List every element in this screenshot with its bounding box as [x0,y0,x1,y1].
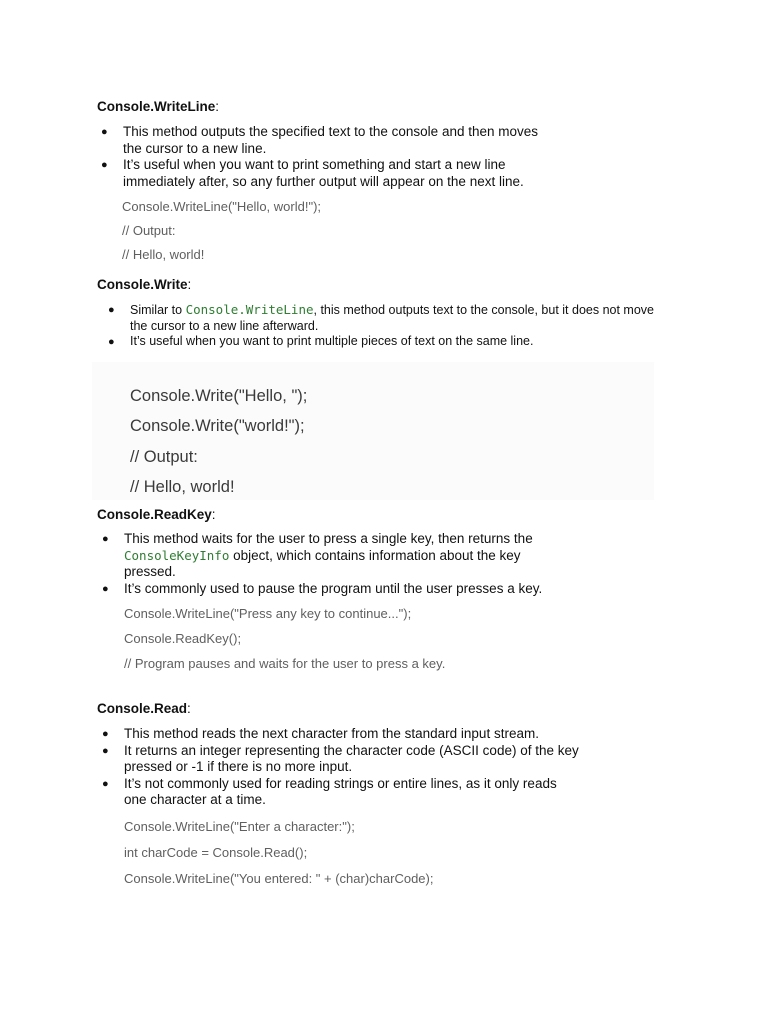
code-line: // Hello, world! [130,478,235,496]
inline-code: ConsoleKeyInfo [124,547,230,563]
section-title: Console.ReadKey [97,507,212,522]
bullet-text: It’s not commonly used for reading strings or entire lines, as it only reads one character at a time. [124,775,557,807]
bullet-text: This method reads the next character from the standard input stream. [124,726,539,741]
section-heading [97,99,219,115]
code-line: // Output: [130,448,198,466]
heading-colon: : [187,277,192,292]
inline-code: Console.WriteLine [185,302,314,317]
bullet-list [106,302,654,350]
bullet-text: Similar to [130,303,186,317]
list-item [99,157,559,190]
code-line: int charCode = Console.Read(); [124,845,308,860]
code-line: // Program pauses and waits for the user to press a key. [124,656,446,671]
bullet-text: This method waits for the user to press a single key, then returns the [124,531,533,546]
section-heading [97,507,216,523]
heading-colon: : [187,701,191,716]
bullet-dot: ● [102,777,109,790]
bullet-dot: ● [102,728,109,740]
bullet-dot: ● [101,126,108,138]
list-item [100,743,580,776]
section-title: Console.Write [97,277,188,292]
bullet-dot: ● [102,533,109,545]
bullet-text: It’s commonly used to pause the program until the user presses a key. [124,580,543,596]
code-line: // Output: [122,223,176,238]
list-item [100,726,580,743]
code-line: Console.Write("world!"); [130,417,305,435]
bullet-dot: ● [102,744,109,757]
bullet-list [100,531,570,597]
section-heading [97,701,191,717]
list-item [99,124,559,157]
bullet-dot: ● [102,582,109,595]
bullet-text: It returns an integer representing the character code (ASCII code) of the key pressed or -1 if there is no more input. [124,742,579,774]
code-line: Console.WriteLine("Press any key to continue..."); [124,606,412,621]
bullet-dot: ● [108,336,115,348]
bullet-dot: ● [108,304,115,316]
bullet-text: It’s useful when you want to print multiple pieces of text on the same line. [130,334,534,348]
code-line: Console.Write("Hello, "); [130,387,308,405]
code-line: Console.ReadKey(); [124,631,242,646]
code-line: // Hello, world! [122,247,205,262]
section-title: Console.WriteLine [97,99,216,114]
list-item [100,531,570,581]
list-item [106,302,654,334]
bullet-dot: ● [101,159,108,171]
section-heading [97,277,191,293]
bullet-text: object, which contains information about the key pressed. [124,547,521,579]
bullet-text: , this method outputs text to the console, but it does not move the cursor to a new line afterward. [130,303,654,333]
section-title: Console.Read [97,701,188,716]
code-line: Console.WriteLine("Hello, world!"); [122,199,322,214]
list-item [100,776,580,809]
bullet-text: This method outputs the specified text to the console and then moves the cursor to a new line. [123,124,538,156]
bullet-list [100,726,580,809]
bullet-text: It’s useful when you want to print something and start a new line immediately after, so any further output will appear on the next line. [123,157,524,189]
code-block [92,362,654,500]
heading-colon: : [215,99,220,114]
list-item [100,581,570,598]
code-line: Console.WriteLine("Enter a character:"); [124,819,355,834]
list-item [106,334,654,350]
heading-colon: : [211,507,216,522]
bullet-list [99,124,559,190]
code-line: Console.WriteLine("You entered: " + (char)charCode); [124,871,434,886]
